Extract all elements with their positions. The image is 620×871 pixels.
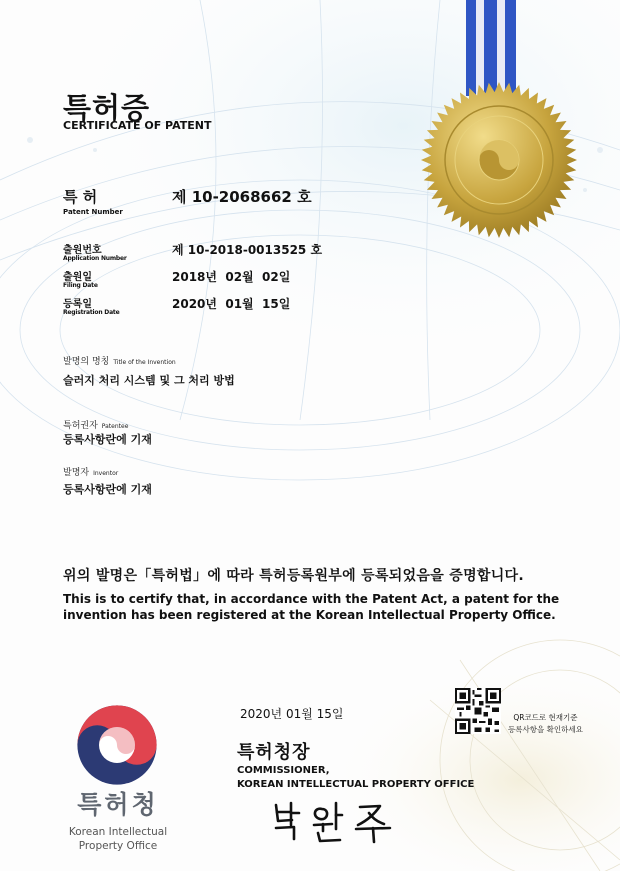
invention-label-en: Title of the Invention (113, 359, 176, 366)
patent-number-label-en: Patent Number (63, 208, 123, 216)
qr-code-icon[interactable] (455, 688, 501, 734)
commissioner-title-en-line2: KOREAN INTELLECTUAL PROPERTY OFFICE (237, 779, 475, 790)
registration-date-label: 등록일 (63, 299, 92, 310)
commissioner-title: 특허청장 (237, 742, 311, 763)
commissioner-title-en-line1: COMMISSIONER, (237, 765, 330, 776)
patentee-value: 등록사항란에 기재 (63, 433, 152, 446)
patentee-label (63, 418, 128, 431)
inventor-label (63, 465, 118, 478)
inventor-value: 등록사항란에 기재 (63, 483, 152, 496)
certification-statement-en: This is to certify that, in accordance with the Patent Act, a patent for the invention has been registered at the Korean Intellectual Property Office. (63, 592, 560, 622)
commissioner-signature (270, 795, 410, 845)
patent-number-value: 제 10-2068662 호 (172, 188, 312, 206)
kipo-name-en-line2: Property Office (78, 840, 158, 852)
registration-date-value: 2020년 01월 15일 (172, 297, 291, 311)
certificate-title: 특허증 (63, 91, 151, 125)
filing-date-label-en: Filing Date (63, 282, 98, 289)
issue-date: 2020년 01월 15일 (240, 707, 344, 721)
application-number-label-en: Application Number (63, 255, 127, 262)
application-number-label: 출원번호 (63, 245, 102, 256)
inventor-label-ko: 발명자 (63, 468, 90, 478)
kipo-name-ko: 특허청 (77, 790, 159, 819)
certification-statement-ko: 위의 발명은「특허법」에 따라 특허등록원부에 등록되었음을 증명합니다. (63, 568, 524, 584)
qr-caption-line1: QR코드로 현재기준 (513, 713, 578, 722)
certificate-title-en: CERTIFICATE OF PATENT (63, 119, 212, 132)
registration-date-label-en: Registration Date (63, 309, 120, 316)
invention-title: 슬러지 처리 시스템 및 그 처리 방법 (63, 374, 235, 387)
gold-seal-icon (419, 80, 579, 240)
filing-date-label: 출원일 (63, 272, 92, 283)
application-number-value: 제 10-2018-0013525 호 (172, 243, 323, 257)
inventor-label-en: Inventor (93, 470, 119, 477)
patentee-label-en: Patentee (101, 423, 129, 430)
patent-number-label: 특 허 (63, 188, 98, 206)
kipo-name-en (53, 825, 183, 853)
invention-label-ko: 발명의 명칭 (63, 357, 110, 367)
patentee-label-ko: 특허권자 (63, 421, 98, 431)
kipo-name-en-line1: Korean Intellectual (68, 826, 168, 838)
qr-caption-line2: 등록사항을 확인하세요 (508, 725, 583, 734)
kipo-logo-icon (72, 700, 162, 790)
invention-label (63, 354, 176, 367)
commissioner-title-en (237, 764, 474, 792)
qr-caption (508, 712, 583, 736)
filing-date-value: 2018년 02월 02일 (172, 270, 291, 284)
